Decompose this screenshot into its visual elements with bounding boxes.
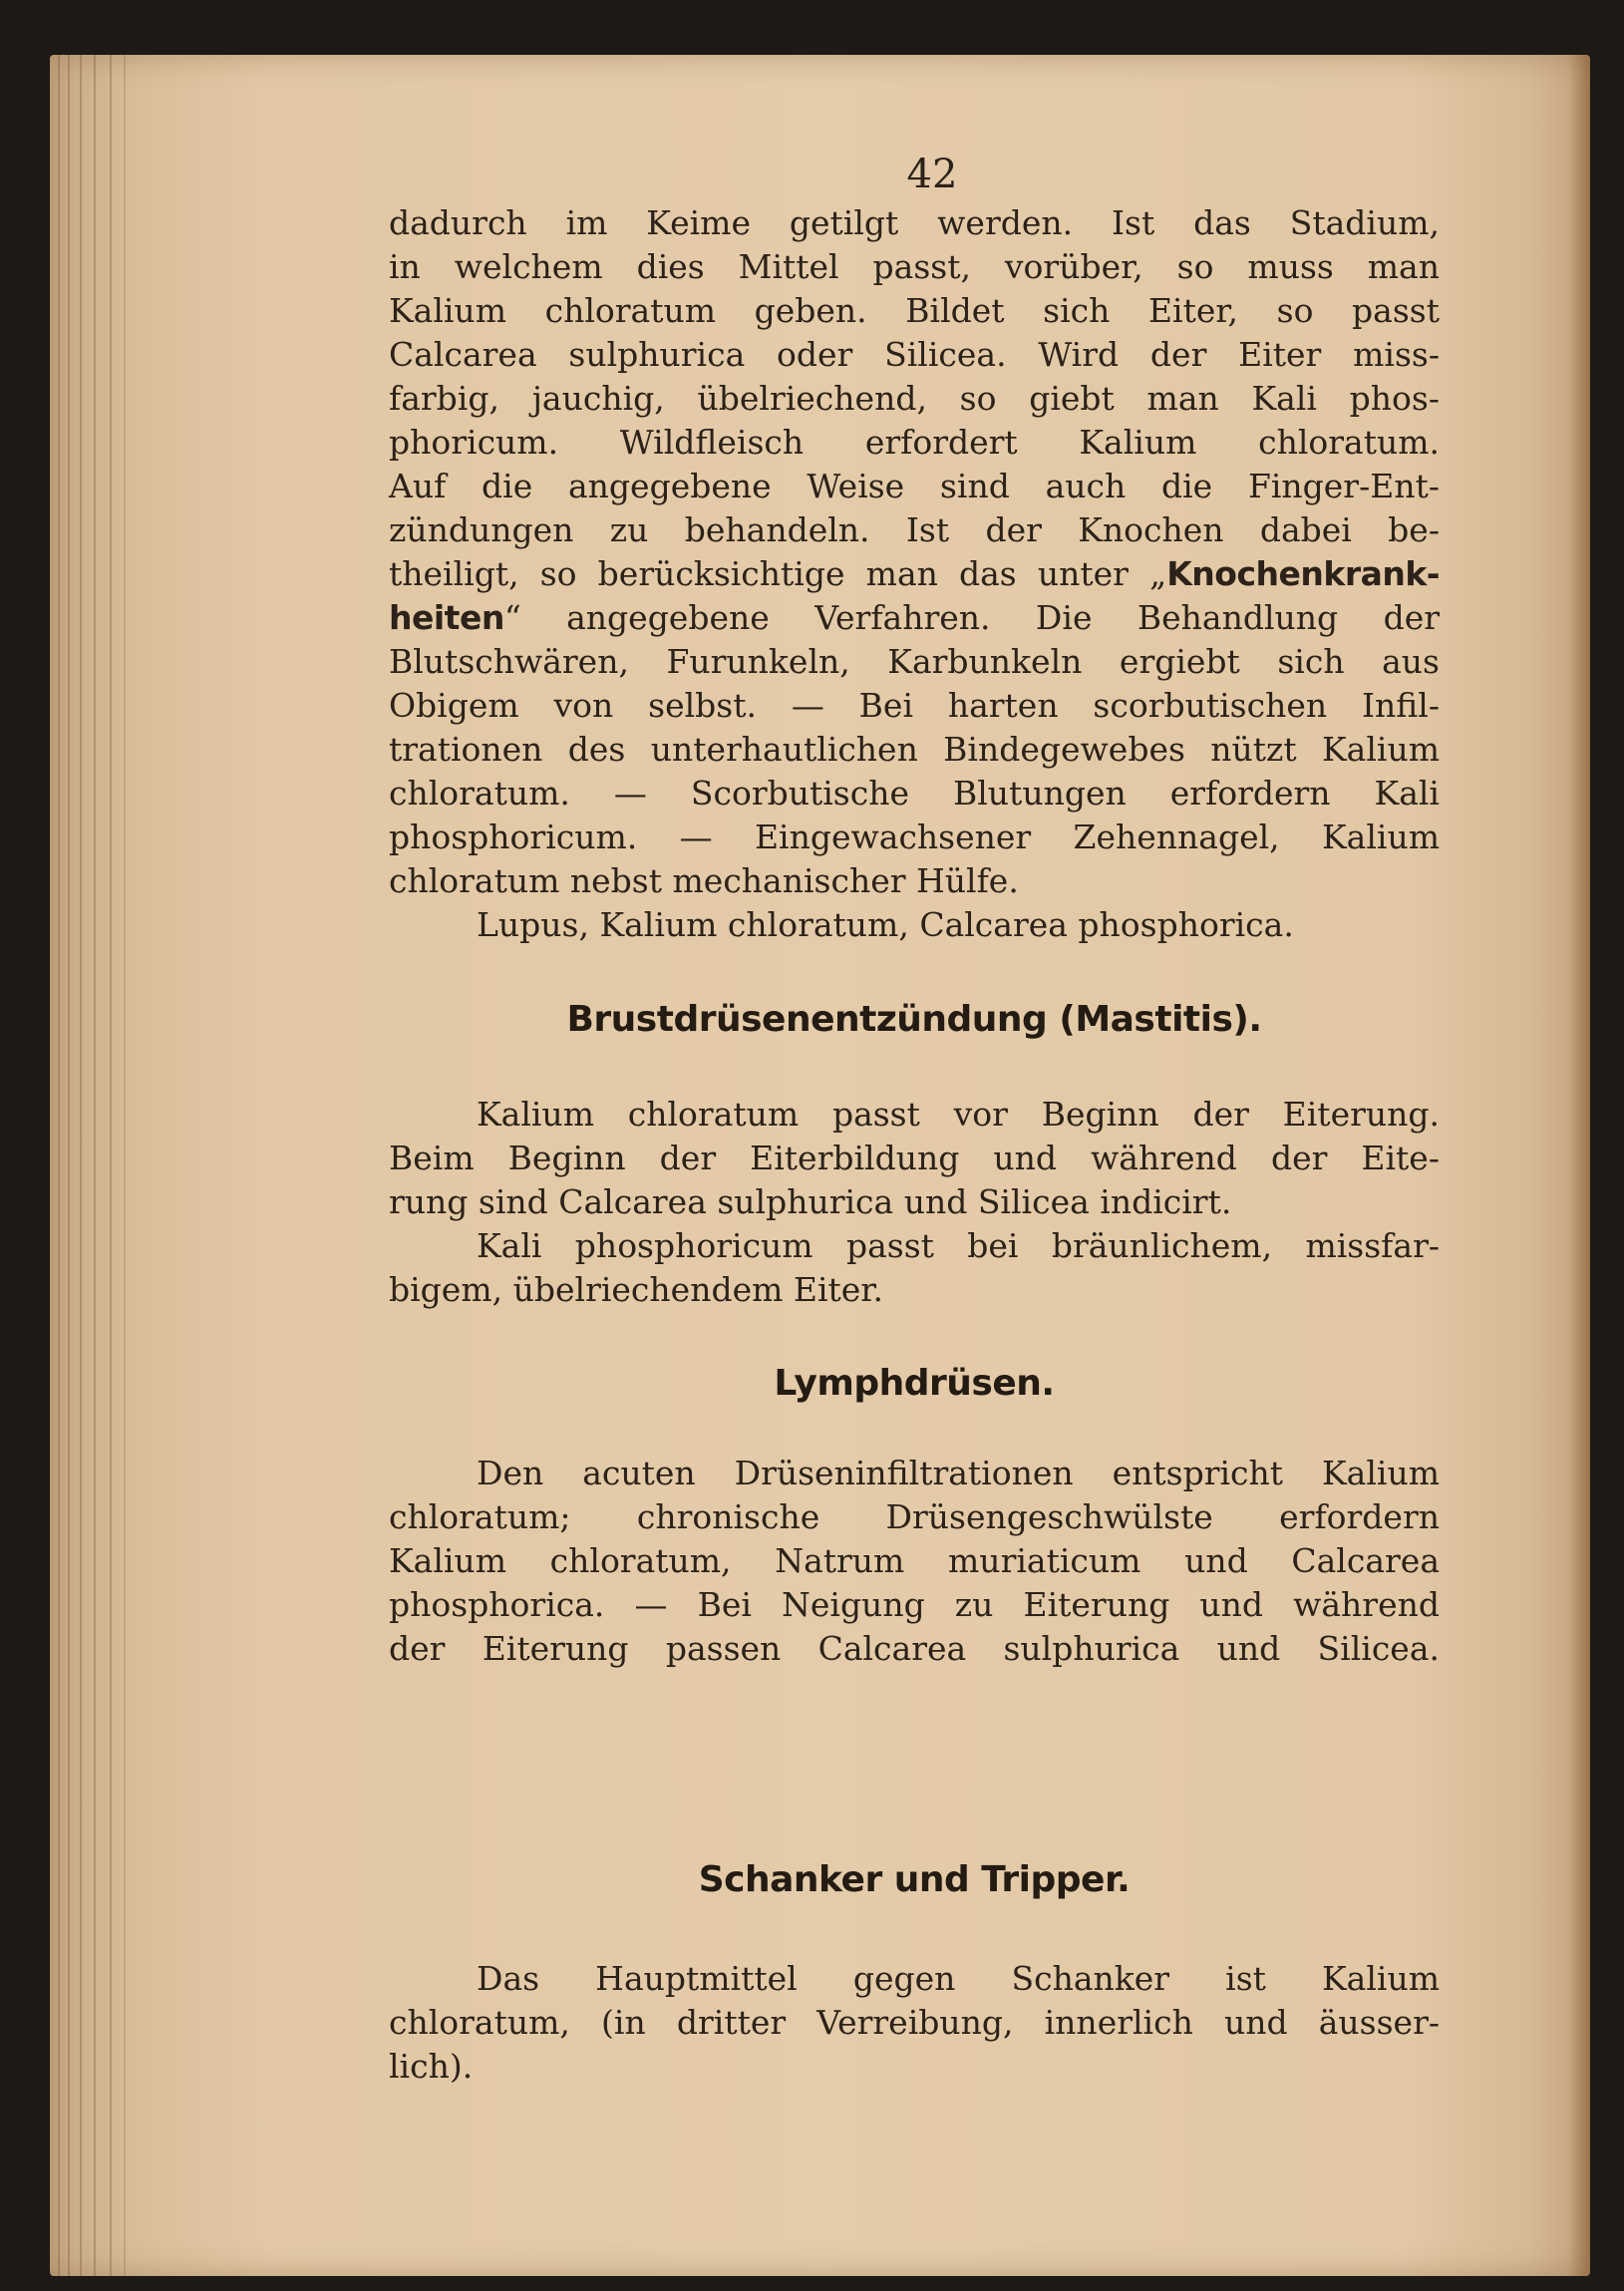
text-line: Kalium chloratum passt vor Beginn der Eiterung. (477, 1095, 1440, 1134)
section-heading: Lymphdrüsen. (774, 1363, 1055, 1404)
text-line: chloratum nebst mechanischer Hülfe. (389, 861, 1019, 900)
text-line: Kalium chloratum, Natrum muriaticum und Calcarea (389, 1541, 1440, 1580)
text-line: phosphoricum. — Eingewachsener Zehennagel, Kalium (389, 818, 1440, 856)
page-edge-line (58, 55, 60, 2276)
text-line: farbig, jauchig, übelriechend, so giebt man Kali phos- (389, 379, 1440, 418)
page-edge-line (68, 55, 70, 2276)
text-line: chloratum. — Scorbutische Blutungen erfordern Kali (389, 774, 1440, 813)
page-edge-line (94, 55, 96, 2276)
section-heading: Schanker und Tripper. (698, 1859, 1131, 1900)
bold-term: Knochenkrank- (1166, 554, 1440, 593)
text-line: Das Hauptmittel gegen Schanker ist Kalium (477, 1959, 1440, 1998)
section-heading: Brustdrüsenentzündung (Mastitis). (566, 999, 1262, 1040)
page-gutter-shadow (1568, 55, 1590, 2276)
bold-term: heiten (389, 598, 504, 637)
text-line: phosphorica. — Bei Neigung zu Eiterung und während (389, 1585, 1440, 1624)
text-line (389, 552, 1440, 596)
text-line: Calcarea sulphurica oder Silicea. Wird der Eiter miss- (389, 335, 1440, 374)
text-line: Obigem von selbst. — Bei harten scorbutischen Infil- (389, 686, 1440, 725)
text-run: “ angegebene Verfahren. Die Behandlung der (503, 598, 1440, 637)
text-run: theiligt, so berücksichtige man das unter „ (389, 554, 1167, 593)
text-line: dadurch im Keime getilgt werden. Ist das Stadium, (389, 203, 1440, 242)
text-line: Auf die angegebene Weise sind auch die Finger-Ent- (389, 467, 1440, 505)
text-line: Beim Beginn der Eiterbildung und während der Eite- (389, 1139, 1440, 1177)
text-line: bigem, übelriechendem Eiter. (389, 1270, 883, 1309)
text-line: chloratum, (in dritter Verreibung, innerlich und äusser- (389, 2003, 1440, 2042)
text-line: trationen des unterhautlichen Bindegewebes nützt Kalium (389, 730, 1440, 769)
text-line: chloratum; chronische Drüsengeschwülste erfordern (389, 1497, 1440, 1536)
text-line: phoricum. Wildfleisch erfordert Kalium chloratum. (389, 423, 1440, 462)
text-line: rung sind Calcarea sulphurica und Silicea indicirt. (389, 1182, 1232, 1221)
text-line: Blutschwären, Furunkeln, Karbunkeln ergiebt sich aus (389, 642, 1440, 681)
page-edge-line (110, 55, 112, 2276)
page-edge-line (80, 55, 82, 2276)
text-line: lich). (389, 2047, 474, 2086)
text-line: der Eiterung passen Calcarea sulphurica und Silicea. (389, 1629, 1440, 1668)
page-number: 42 (906, 152, 958, 197)
text-line: zündungen zu behandeln. Ist der Knochen dabei be- (389, 510, 1440, 549)
text-line: Kali phosphoricum passt bei bräunlichem, missfar- (477, 1226, 1440, 1265)
text-line (389, 596, 1440, 640)
text-line: Lupus, Kalium chloratum, Calcarea phosphorica. (477, 905, 1294, 944)
text-line: in welchem dies Mittel passt, vorüber, so muss man (389, 247, 1440, 286)
text-line: Den acuten Drüseninfiltrationen entspricht Kalium (477, 1454, 1440, 1492)
page-edge-line (124, 55, 126, 2276)
text-line: Kalium chloratum geben. Bildet sich Eiter, so passt (389, 291, 1440, 330)
